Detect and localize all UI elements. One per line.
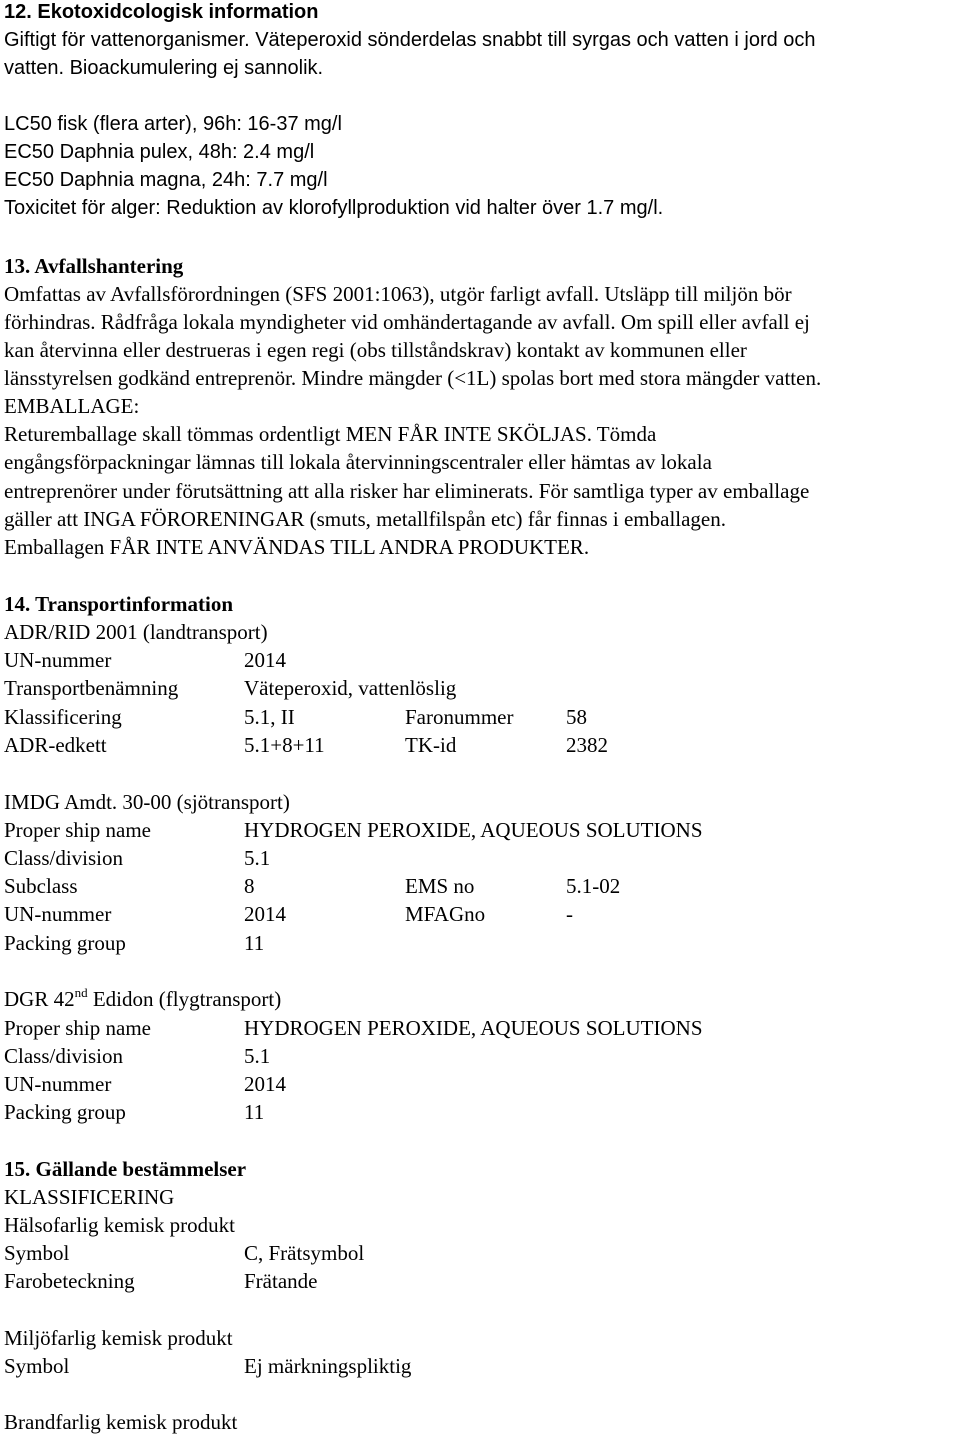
adr-un-value: 2014 (244, 648, 286, 672)
env-product-label: Miljöfarlig kemisk produkt (4, 1326, 233, 1350)
adr-name-label: Transportbenämning (4, 676, 179, 700)
adr-name-value: Väteperoxid, vattenlöslig (244, 676, 457, 700)
dgr-ship-label: Proper ship name (4, 1016, 151, 1040)
section-12-text: Giftigt för vattenorganismer. Väteperoxid sönderdelas snabbt till syrgas och vatten i jord och (4, 29, 816, 51)
section-14-heading: 14. Transportinformation (4, 592, 234, 616)
dgr-un-label: UN-nummer (4, 1072, 112, 1096)
adr-hazard-label: Faronummer (405, 705, 514, 729)
section-12-heading: 12. Ekotoxidcologisk information (4, 1, 319, 23)
adr-edkett-label: ADR-edkett (4, 733, 107, 757)
adr-un-label: UN-nummer (4, 648, 112, 672)
imdg-class-label: Class/division (4, 846, 124, 870)
section-12-text: vatten. Bioackumulering ej sannolik. (4, 57, 324, 79)
section-13-text: entreprenörer under förutsättning att alla risker har eliminerats. För samtliga typer av emballage (4, 479, 810, 503)
dgr-ship-value: HYDROGEN PEROXIDE, AQUEOUS SOLUTIONS (244, 1016, 703, 1040)
dgr-class-value: 5.1 (244, 1044, 271, 1068)
dgr-title-sup: nd (74, 985, 88, 1000)
section-12-text: EC50 Daphnia pulex, 48h: 2.4 mg/l (4, 141, 315, 163)
symbol-label: Symbol (4, 1241, 70, 1265)
farobeteckning-label: Farobeteckning (4, 1269, 135, 1293)
imdg-class-value: 5.1 (244, 846, 271, 870)
klassificering-label: KLASSIFICERING (4, 1185, 175, 1209)
imdg-un-label: UN-nummer (4, 902, 112, 926)
section-13-text: Returemballage skall tömmas ordentligt MEN FÅR INTE SKÖLJAS. Tömda (4, 422, 657, 446)
dgr-title (4, 987, 281, 1011)
section-13-text: förhindras. Rådfråga lokala myndigheter vid omhändertagande av avfall. Om spill eller avfall ej (4, 310, 810, 334)
section-13-text: Emballagen FÅR INTE ANVÄNDAS TILL ANDRA PRODUKTER. (4, 535, 590, 559)
section-12-text: EC50 Daphnia magna, 24h: 7.7 mg/l (4, 169, 328, 191)
imdg-pack-value: 11 (244, 931, 265, 955)
imdg-un-value: 2014 (244, 902, 286, 926)
health-product-label: Hälsofarlig kemisk produkt (4, 1213, 235, 1237)
adr-tk-value: 2382 (566, 733, 608, 757)
section-13-text: gäller att INGA FÖRORENINGAR (smuts, metallfilspån etc) får finnas i emballagen. (4, 507, 726, 531)
imdg-subclass-label: Subclass (4, 874, 78, 898)
dgr-class-label: Class/division (4, 1044, 124, 1068)
adr-tk-label: TK-id (405, 733, 457, 757)
adr-class-label: Klassificering (4, 705, 122, 729)
section-13-text: engångsförpackningar lämnas till lokala återvinningscentraler eller hämtas av lokala (4, 450, 712, 474)
imdg-mfag-label: MFAGno (405, 902, 486, 926)
section-13-text: EMBALLAGE: (4, 394, 140, 418)
dgr-pack-value: 11 (244, 1100, 265, 1124)
imdg-pack-label: Packing group (4, 931, 126, 955)
imdg-subclass-value: 8 (244, 874, 255, 898)
section-13-text: länsstyrelsen godkänd entreprenör. Mindre mängder (<1L) spolas bort med stora mängder vatten. (4, 366, 822, 390)
section-15-heading: 15. Gällande bestämmelser (4, 1157, 247, 1181)
fire-product-label: Brandfarlig kemisk produkt (4, 1410, 238, 1434)
adr-class-value: 5.1, II (244, 705, 295, 729)
symbol-value: C, Frätsymbol (244, 1241, 365, 1265)
imdg-title: IMDG Amdt. 30-00 (sjötransport) (4, 790, 290, 814)
dgr-title-main: DGR 42 (4, 987, 75, 1011)
dgr-pack-label: Packing group (4, 1100, 126, 1124)
dgr-un-value: 2014 (244, 1072, 286, 1096)
dgr-title-rest: Edidon (flygtransport) (87, 987, 282, 1011)
farobeteckning-value: Frätande (244, 1269, 318, 1293)
section-12-text: Toxicitet för alger: Reduktion av klorofyllproduktion vid halter över 1.7 mg/l. (4, 197, 664, 219)
imdg-ship-value: HYDROGEN PEROXIDE, AQUEOUS SOLUTIONS (244, 818, 703, 842)
section-13-heading: 13. Avfallshantering (4, 254, 184, 278)
imdg-ship-label: Proper ship name (4, 818, 151, 842)
section-13-text: kan återvinna eller destrueras i egen regi (obs tillståndskrav) kontakt av kommunen eller (4, 338, 747, 362)
adr-title: ADR/RID 2001 (landtransport) (4, 620, 268, 644)
env-symbol-label: Symbol (4, 1354, 70, 1378)
imdg-ems-label: EMS no (405, 874, 475, 898)
env-symbol-value: Ej märkningspliktig (244, 1354, 412, 1378)
adr-edkett-value: 5.1+8+11 (244, 733, 325, 757)
imdg-mfag-value: - (566, 902, 573, 926)
adr-hazard-value: 58 (566, 705, 587, 729)
imdg-ems-value: 5.1-02 (566, 874, 621, 898)
section-12-text: LC50 fisk (flera arter), 96h: 16-37 mg/l (4, 113, 342, 135)
section-13-text: Omfattas av Avfallsförordningen (SFS 2001:1063), utgör farligt avfall. Utsläpp till miljön bör (4, 282, 792, 306)
